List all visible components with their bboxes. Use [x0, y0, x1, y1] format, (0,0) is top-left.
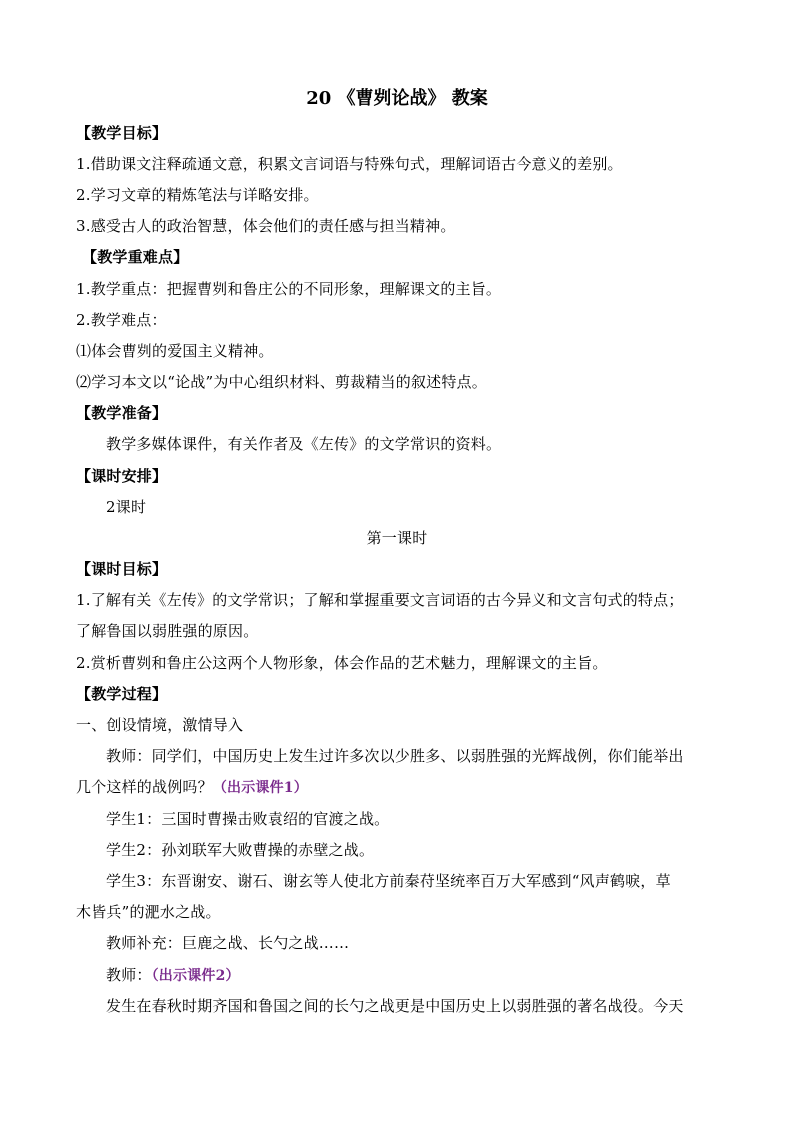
- goal-item-1: 1.借助课文注释疏通文意，积累文言词语与特殊句式，理解词语古今意义的差别。: [76, 155, 623, 173]
- teacher-line-1-cont: [76, 777, 726, 798]
- heading-preparation: 【教学准备】: [76, 404, 168, 422]
- teacher-line-2: [106, 965, 756, 986]
- page-title: 20 《曹刿论战》 教案: [306, 88, 488, 109]
- schedule-text: 2课时: [106, 498, 147, 516]
- courseware-tag-1: （出示课件1）: [212, 780, 308, 796]
- lesson-one-heading: 第一课时: [366, 529, 428, 547]
- key-point-1: 1.教学重点：把握曹刿和鲁庄公的不同形象，理解课文的主旨。: [76, 280, 502, 298]
- heading-key-points: 【教学重难点】: [82, 248, 189, 266]
- student-1-answer: 学生1：三国时曹操击败袁绍的官渡之战。: [106, 810, 390, 828]
- lesson-goal-2: 2.赏析曹刿和鲁庄公这两个人物形象，体会作品的艺术魅力，理解课文的主旨。: [76, 654, 608, 672]
- student-3-answer: 学生3：东晋谢安、谢石、谢玄等人使北方前秦苻坚统率百万大军感到“风声鹤唳，草: [106, 872, 671, 890]
- teacher-supplement: 教师补充：巨鹿之战、长勺之战……: [106, 934, 350, 952]
- key-point-2b: ⑵学习本文以“论战”为中心组织材料、剪裁精当的叙述特点。: [76, 373, 487, 391]
- courseware-tag-2: （出示课件2）: [151, 968, 240, 984]
- goal-item-3: 3.感受古人的政治智慧，体会他们的责任感与担当精神。: [76, 217, 456, 235]
- teacher-line-1: 教师：同学们，中国历史上发生过许多次以少胜多、以弱胜强的光辉战例，你们能举出: [106, 747, 684, 765]
- lesson-goal-1-line-1: 1.了解有关《左传》的文学常识；了解和掌握重要文言词语的古今异义和文言句式的特点；: [76, 591, 684, 609]
- heading-schedule: 【课时安排】: [76, 467, 168, 485]
- heading-lesson-goals: 【课时目标】: [76, 560, 168, 578]
- goal-item-2: 2.学习文章的精炼笔法与详略安排。: [76, 186, 319, 204]
- student-2-answer: 学生2：孙刘联军大败曹操的赤壁之战。: [106, 841, 375, 859]
- key-point-2: 2.教学难点：: [76, 311, 167, 329]
- student-3-answer-cont: 木皆兵”的淝水之战。: [76, 903, 221, 921]
- teacher-line-1-end: 几个这样的战例吗？: [76, 778, 213, 796]
- section-1-heading: 一、创设情境，激情导入: [76, 716, 244, 734]
- paragraph-last-line: 发生在春秋时期齐国和鲁国之间的长勺之战更是中国历史上以弱胜强的著名战役。今天: [106, 997, 684, 1015]
- heading-process: 【教学过程】: [76, 685, 168, 703]
- heading-teaching-goals: 【教学目标】: [76, 124, 168, 142]
- lesson-goal-1-line-2: 了解鲁国以弱胜强的原因。: [76, 622, 259, 640]
- teacher-label: 教师：: [106, 966, 152, 984]
- key-point-2a: ⑴体会曹刿的爱国主义精神。: [76, 342, 274, 360]
- preparation-text: 教学多媒体课件，有关作者及《左传》的文学常识的资料。: [106, 435, 502, 453]
